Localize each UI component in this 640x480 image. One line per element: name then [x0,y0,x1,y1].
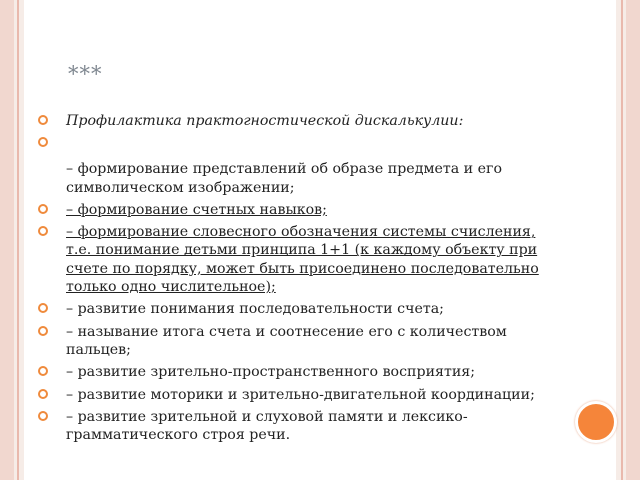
list-item-text: – называние итога счета и соотнесение его с количеством пальцев; [66,323,507,358]
list-item [34,134,564,156]
circle-bullet-icon [38,226,48,236]
bullet-list [34,112,564,448]
list-item [34,386,564,404]
list-item-text: – развитие зрительно-пространственного восприятия; [66,364,476,381]
left-stripe [0,0,14,480]
list-item-text: – формирование словесного обозначения системы счисления, т.е. понимание детьми принципа 1+1 (к каждому объекту при счете по порядку, может быть присоединено последовательно только одно числительное); [66,224,539,296]
slide [24,0,616,480]
list-item-text: – развитие понимания последовательности счета; [66,301,444,318]
circle-bullet-icon [38,366,48,376]
list-item [34,323,564,360]
right-thin-stripe [621,0,623,480]
list-item [34,363,564,381]
list-item-text: – развитие моторики и зрительно-двигательной координации; [66,386,535,403]
circle-bullet-icon [38,115,48,125]
list-item-text: – формирование представлений об образе предмета и его символическом изображении; [66,161,503,196]
orange-circle-icon [575,401,617,443]
circle-bullet-icon [38,137,48,147]
circle-bullet-icon [38,389,48,399]
circle-bullet-icon [38,204,48,214]
list-item [34,201,564,219]
circle-bullet-icon [38,326,48,336]
list-item [34,112,564,130]
list-item [34,300,564,318]
list-item-text: Профилактика практогностической дискалькулии: [66,113,464,129]
list-item-text: – развитие зрительной и слуховой памяти и лексико-грамматического строя речи. [66,408,468,444]
list-item [34,160,564,197]
slide-title: *** [68,62,103,86]
circle-bullet-icon [38,411,48,421]
list-item [34,223,564,296]
list-item [34,408,564,445]
left-thin-stripe [17,0,19,480]
circle-bullet-icon [38,303,48,313]
list-item-text: – формирование счетных навыков; [66,201,327,218]
right-stripe [626,0,640,480]
